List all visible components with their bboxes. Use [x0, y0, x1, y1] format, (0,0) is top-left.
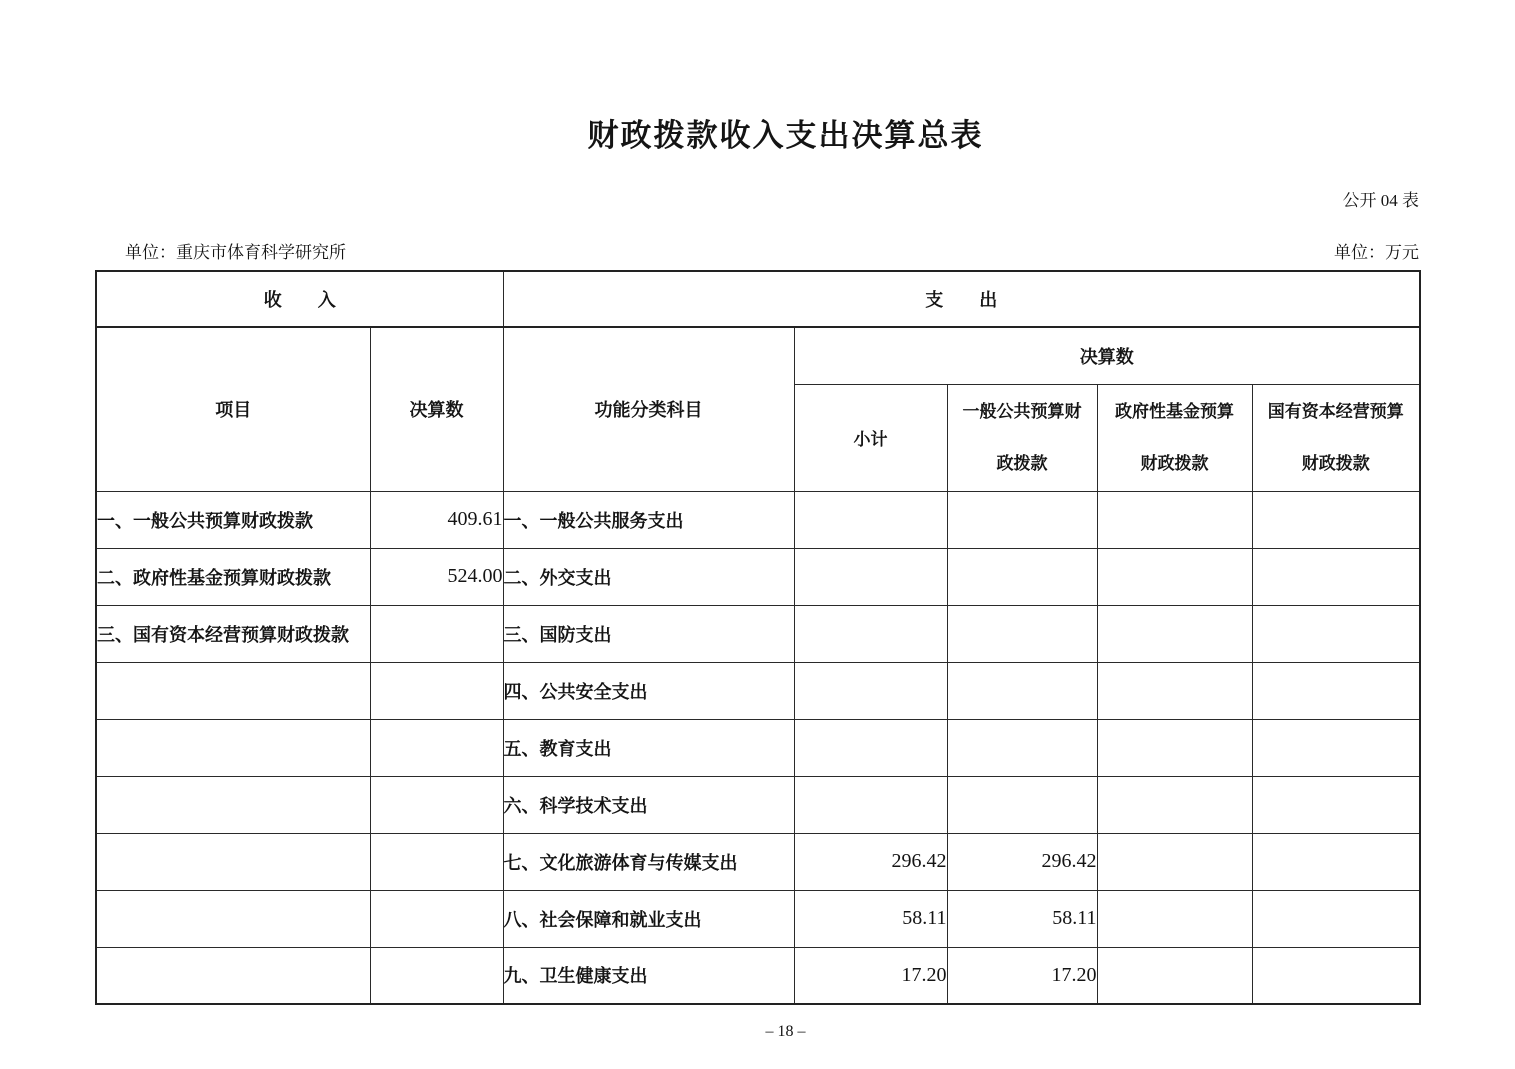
- col-header-general-public-line2: 政拨款: [996, 453, 1048, 473]
- col-header-income-final: 决算数: [370, 327, 503, 491]
- currency-unit-label: 单位：万元: [1334, 243, 1419, 262]
- general-public-cell: [947, 491, 1097, 548]
- col-header-state-capital-line2: 财政拨款: [1301, 453, 1370, 473]
- income-section-header: 收 入: [96, 271, 503, 327]
- expense-item-cell: 六、科学技术支出: [503, 776, 794, 833]
- expense-item-cell: 三、国防支出: [503, 605, 794, 662]
- gov-fund-cell: [1097, 548, 1252, 605]
- income-amount-cell: [370, 890, 503, 947]
- general-public-cell: [947, 605, 1097, 662]
- col-header-item: 项目: [96, 327, 370, 491]
- state-capital-cell: [1252, 491, 1420, 548]
- subtotal-cell: 296.42: [794, 833, 947, 890]
- subtotal-cell: [794, 548, 947, 605]
- col-header-general-public-line1: 一般公共预算财: [962, 401, 1082, 421]
- gov-fund-cell: [1097, 890, 1252, 947]
- gov-fund-cell: [1097, 662, 1252, 719]
- column-header-row-1: [96, 327, 1420, 384]
- income-amount-cell: [370, 719, 503, 776]
- subtotal-cell: [794, 776, 947, 833]
- income-amount-cell: 409.61: [370, 491, 503, 548]
- table-row: [96, 491, 1420, 548]
- income-item-cell: [96, 833, 370, 890]
- table-row: [96, 719, 1420, 776]
- col-header-expense-final-group: 决算数: [794, 327, 1420, 384]
- page-title: 财政拨款收入支出决算总表: [587, 118, 984, 153]
- col-header-general-public: [947, 384, 1097, 491]
- income-amount-cell: [370, 776, 503, 833]
- table-row: [96, 605, 1420, 662]
- general-public-cell: [947, 548, 1097, 605]
- general-public-cell: 17.20: [947, 947, 1097, 1004]
- section-header-row: [96, 271, 1420, 327]
- expense-item-cell: 七、文化旅游体育与传媒支出: [503, 833, 794, 890]
- expense-item-cell: 八、社会保障和就业支出: [503, 890, 794, 947]
- state-capital-cell: [1252, 719, 1420, 776]
- state-capital-cell: [1252, 548, 1420, 605]
- unit-info-row: [95, 238, 1419, 263]
- gov-fund-cell: [1097, 719, 1252, 776]
- general-public-cell: 58.11: [947, 890, 1097, 947]
- income-item-cell: [96, 947, 370, 1004]
- state-capital-cell: [1252, 947, 1420, 1004]
- income-amount-cell: [370, 947, 503, 1004]
- table-row: [96, 662, 1420, 719]
- subtotal-cell: [794, 662, 947, 719]
- subtotal-cell: 58.11: [794, 890, 947, 947]
- expense-section-header: 支 出: [503, 271, 1420, 327]
- subtotal-cell: [794, 719, 947, 776]
- col-header-state-capital-line1: 国有资本经营预算: [1267, 401, 1404, 421]
- income-item-cell: [96, 776, 370, 833]
- income-item-cell: [96, 890, 370, 947]
- col-header-state-capital: [1252, 384, 1420, 491]
- subtotal-cell: [794, 491, 947, 548]
- gov-fund-cell: [1097, 605, 1252, 662]
- table-row: [96, 947, 1420, 1004]
- table-row: [96, 776, 1420, 833]
- form-number-label: 公开 04 表: [1342, 191, 1419, 210]
- expense-item-cell: 二、外交支出: [503, 548, 794, 605]
- col-header-gov-fund: [1097, 384, 1252, 491]
- income-amount-cell: 524.00: [370, 548, 503, 605]
- state-capital-cell: [1252, 662, 1420, 719]
- general-public-cell: 296.42: [947, 833, 1097, 890]
- state-capital-cell: [1252, 605, 1420, 662]
- col-header-subtotal: 小计: [794, 384, 947, 491]
- subtotal-cell: [794, 605, 947, 662]
- expense-item-cell: 四、公共安全支出: [503, 662, 794, 719]
- table-row: [96, 890, 1420, 947]
- gov-fund-cell: [1097, 491, 1252, 548]
- general-public-cell: [947, 776, 1097, 833]
- expense-item-cell: 一、一般公共服务支出: [503, 491, 794, 548]
- income-item-cell: 二、政府性基金预算财政拨款: [96, 548, 370, 605]
- general-public-cell: [947, 662, 1097, 719]
- expense-item-cell: 五、教育支出: [503, 719, 794, 776]
- final-accounts-table: [95, 270, 1421, 1005]
- income-item-cell: [96, 662, 370, 719]
- col-header-function-category: 功能分类科目: [503, 327, 794, 491]
- income-item-cell: 三、国有资本经营预算财政拨款: [96, 605, 370, 662]
- gov-fund-cell: [1097, 833, 1252, 890]
- col-header-gov-fund-line1: 政府性基金预算: [1115, 401, 1234, 421]
- table-row: [96, 548, 1420, 605]
- expense-item-cell: 九、卫生健康支出: [503, 947, 794, 1004]
- page-number: – 18 –: [765, 1023, 806, 1040]
- general-public-cell: [947, 719, 1097, 776]
- gov-fund-cell: [1097, 947, 1252, 1004]
- income-amount-cell: [370, 662, 503, 719]
- state-capital-cell: [1252, 833, 1420, 890]
- state-capital-cell: [1252, 890, 1420, 947]
- state-capital-cell: [1252, 776, 1420, 833]
- col-header-gov-fund-line2: 财政拨款: [1140, 453, 1209, 473]
- income-item-cell: [96, 719, 370, 776]
- income-amount-cell: [370, 833, 503, 890]
- subtotal-cell: 17.20: [794, 947, 947, 1004]
- table-row: [96, 833, 1420, 890]
- org-unit-label: 单位：重庆市体育科学研究所: [125, 243, 346, 262]
- income-item-cell: 一、一般公共预算财政拨款: [96, 491, 370, 548]
- income-amount-cell: [370, 605, 503, 662]
- gov-fund-cell: [1097, 776, 1252, 833]
